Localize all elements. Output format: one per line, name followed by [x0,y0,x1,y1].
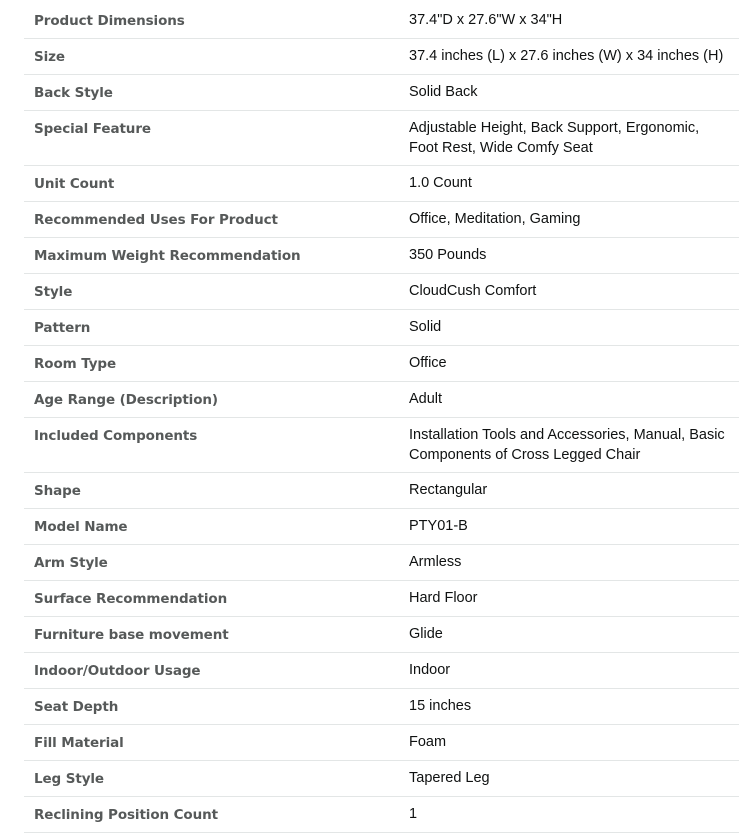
spec-value: Office, Meditation, Gaming [409,211,581,227]
spec-value: Installation Tools and Accessories, Manual, Basic Components of Cross Legged Chair [409,427,725,463]
spec-value: Office [409,355,447,371]
spec-value: CloudCush Comfort [409,283,537,299]
spec-row [24,581,739,617]
spec-value: Solid [409,319,442,335]
spec-label: Leg Style [34,771,104,787]
spec-value: 1.0 Count [409,175,472,191]
spec-value: Hard Floor [409,590,478,606]
spec-row [24,202,739,238]
spec-label: Style [34,284,73,300]
spec-label: Recommended Uses For Product [34,212,278,228]
spec-row [24,689,739,725]
spec-value: 15 inches [409,698,472,714]
spec-row [24,3,739,39]
spec-value: Solid Back [409,84,478,100]
spec-label: Model Name [34,519,128,535]
spec-label: Pattern [34,320,91,336]
product-specifications-table [24,3,739,833]
spec-label: Product Dimensions [34,13,185,29]
spec-label: Indoor/Outdoor Usage [34,663,201,679]
spec-value: PTY01-B [409,518,468,534]
spec-label: Size [34,49,65,65]
spec-row [24,617,739,653]
spec-label: Arm Style [34,555,108,571]
spec-row [24,382,739,418]
spec-value: 37.4"D x 27.6"W x 34"H [409,12,563,28]
spec-value: Foam [409,734,447,750]
spec-value: Tapered Leg [409,770,490,786]
spec-row [24,39,739,75]
spec-label: Included Components [34,428,198,444]
spec-row [24,797,739,833]
spec-row [24,166,739,202]
spec-value: Armless [409,554,462,570]
spec-label: Surface Recommendation [34,591,228,607]
spec-value: Indoor [409,662,451,678]
spec-label: Age Range (Description) [34,392,218,408]
spec-label: Special Feature [34,121,151,137]
spec-label: Seat Depth [34,699,119,715]
spec-value: 37.4 inches (L) x 27.6 inches (W) x 34 inches (H) [409,48,724,64]
spec-row [24,725,739,761]
spec-label: Fill Material [34,735,124,751]
spec-label: Reclining Position Count [34,807,218,823]
spec-row [24,310,739,346]
spec-value: 1 [409,806,418,822]
spec-row [24,274,739,310]
spec-value: Glide [409,626,443,642]
spec-value: 350 Pounds [409,247,487,263]
spec-label: Room Type [34,356,117,372]
spec-row [24,473,739,509]
spec-row [24,653,739,689]
spec-label: Maximum Weight Recommendation [34,248,301,264]
spec-value: Adjustable Height, Back Support, Ergonomic, Foot Rest, Wide Comfy Seat [409,120,700,156]
spec-row [24,509,739,545]
spec-label: Unit Count [34,176,115,192]
spec-row [24,75,739,111]
spec-row [24,238,739,274]
specifications-body [24,3,739,833]
spec-row [24,545,739,581]
spec-row [24,418,739,473]
spec-value: Adult [409,391,443,407]
spec-value: Rectangular [409,482,488,498]
spec-row [24,111,739,166]
spec-label: Back Style [34,85,113,101]
spec-row [24,761,739,797]
spec-label: Shape [34,483,81,499]
spec-label: Furniture base movement [34,627,229,643]
spec-row [24,346,739,382]
